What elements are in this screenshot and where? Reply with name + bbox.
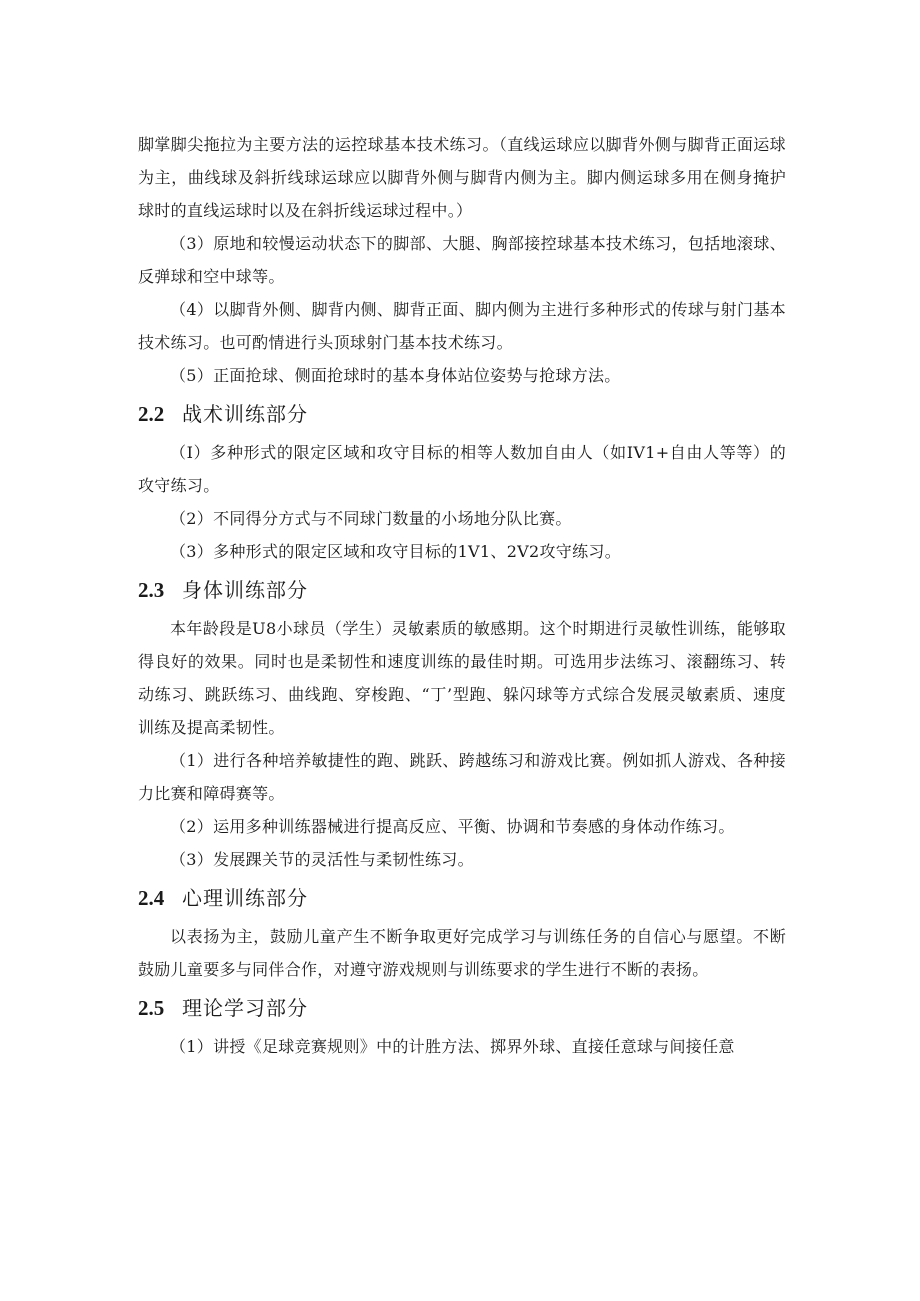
- paragraph-physical-intro: 本年龄段是U8小球员（学生）灵敏素质的敏感期。这个时期进行灵敏性训练，能够取得良好的效果。同时也是柔韧性和速度训练的最佳时期。可选用步法练习、滚翻练习、转动练习、跳跃练习、曲线跑、穿梭跑、“丁’型跑、躲闪球等方式综合发展灵敏素质、速度训练及提高柔韧性。: [138, 619, 786, 737]
- paragraph-item-4-passing-shooting: （4）以脚背外侧、脚背内侧、脚背正面、脚内侧为主进行多种形式的传球与射门基本技术练习。也可酌情进行头顶球射门基本技术练习。: [138, 300, 786, 352]
- section-number: 2.4: [138, 886, 165, 910]
- paragraph-physical-item-3: （3）发展踝关节的灵活性与柔韧性练习。: [170, 850, 474, 869]
- paragraph-dribbling-methods: 脚掌脚尖拖拉为主要方法的运控球基本技术练习。（直线运球应以脚背外侧与脚背正面运球为主，曲线球及斜折线球运球应以脚背外侧与脚背内侧为主。脚内侧运球多用在侧身掩护球时的直线运球时以及在斜折线运球过程中。）: [138, 135, 786, 220]
- section-heading-2-3: [138, 568, 786, 612]
- paragraph-tactics-item-3: （3）多种形式的限定区域和攻守目标的1V1、2V2攻守练习。: [170, 542, 622, 561]
- document-page: [138, 128, 786, 1063]
- paragraph-physical-item-2: （2）运用多种训练器械进行提高反应、平衡、协调和节奏感的身体动作练习。: [170, 817, 735, 836]
- paragraph-theory-item-1: （1）讲授《足球竞赛规则》中的计胜方法、掷界外球、直接任意球与间接任意: [170, 1037, 735, 1056]
- paragraph-item-3-receiving: （3）原地和较慢运动状态下的脚部、大腿、胸部接控球基本技术练习，包括地滚球、反弹球和空中球等。: [138, 234, 786, 286]
- section-title: 身体训练部分: [182, 578, 308, 602]
- section-title: 理论学习部分: [182, 996, 308, 1020]
- paragraph-physical-item-1: （1）进行各种培养敏捷性的跑、跳跃、跨越练习和游戏比赛。例如抓人游戏、各种接力比赛和障碍赛等。: [138, 751, 786, 803]
- section-number: 2.2: [138, 402, 165, 426]
- paragraph-tactics-item-1: （I）多种形式的限定区域和攻守目标的相等人数加自由人（如IV1+自由人等等）的攻守练习。: [138, 443, 786, 495]
- section-heading-2-4: [138, 876, 786, 920]
- section-heading-2-2: [138, 392, 786, 436]
- section-title: 战术训练部分: [182, 402, 308, 426]
- paragraph-item-5-tackling: （5）正面抢球、侧面抢球时的基本身体站位姿势与抢球方法。: [170, 366, 621, 385]
- section-heading-2-5: [138, 986, 786, 1030]
- section-title: 心理训练部分: [182, 886, 308, 910]
- paragraph-tactics-item-2: （2）不同得分方式与不同球门数量的小场地分队比赛。: [170, 509, 572, 528]
- section-number: 2.3: [138, 578, 165, 602]
- paragraph-psychology: 以表扬为主，鼓励儿童产生不断争取更好完成学习与训练任务的自信心与愿望。不断鼓励儿童要多与同伴合作，对遵守游戏规则与训练要求的学生进行不断的表扬。: [138, 927, 786, 979]
- section-number: 2.5: [138, 996, 165, 1020]
